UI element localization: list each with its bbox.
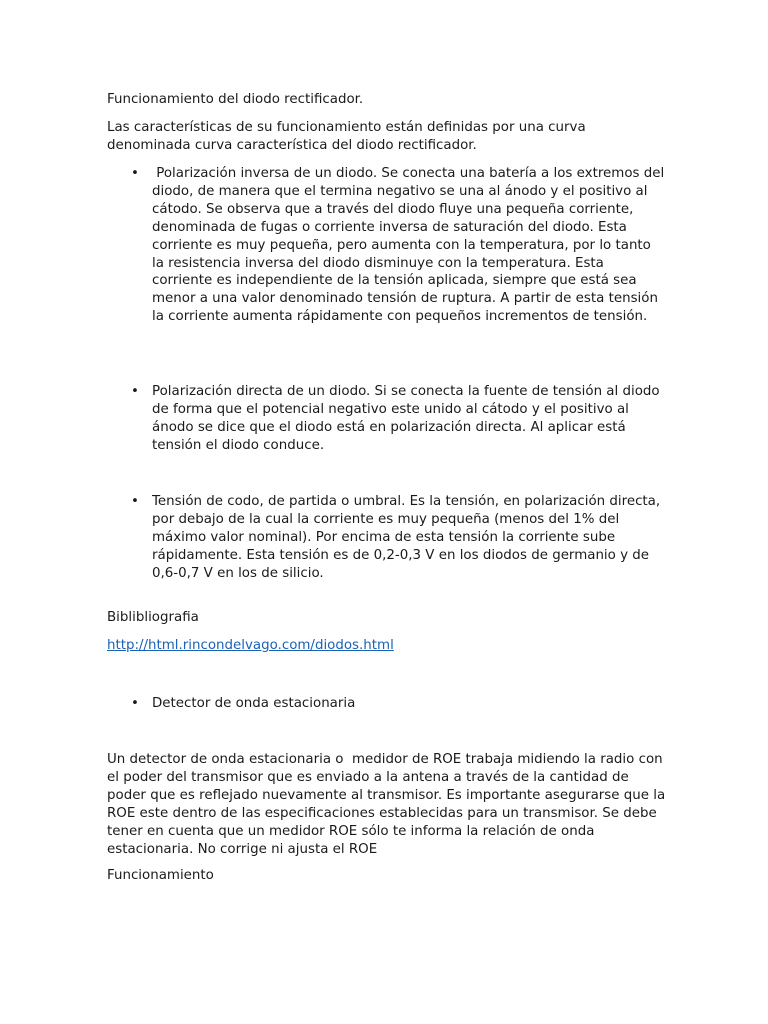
bullet-text: Polarización inversa de un diodo. Se conecta una batería a los extremos del diodo, de manera que el termina negativo se una al ánodo y el positivo al cátodo. Se observa que a través del diodo fluye una pequeña corriente, denominada de fugas o corriente inversa de saturación del diodo. Esta corriente es muy pequeña, pero aumenta con la temperatura, por lo tanto la resistencia inversa del diodo disminuye con la temperatura. Esta corriente es independiente de la tensión aplicada, siempre que está sea menor a una valor denominado tensión de ruptura. A partir de esta tensión la corriente aumenta rápidamente con pequeños incrementos de tensión. <box>152 166 669 325</box>
bullet-icon: • <box>131 166 139 181</box>
bullet-text: Polarización directa de un diodo. Si se conecta la fuente de tensión al diodo de forma que el potencial negativo este unido al cátodo y el positivo al ánodo se dice que el diodo está en polarización directa. Al aplicar está tensión el diodo conduce. <box>152 384 660 453</box>
bullet-icon: • <box>131 696 139 711</box>
bibliography-heading: Biblibliografia <box>107 610 199 625</box>
swr-paragraph: Un detector de onda estacionaria o medidor de ROE trabaja midiendo la radio con el poder del transmisor que es enviado a la antena a través de la cantidad de poder que es reflejado nuevamente al transmisor. Es importante asegurarse que la ROE este dentro de las especificaciones establecidas para un transmisor. Se debe tener en cuenta que un medidor ROE sólo te informa la relación de onda estacionaria. No corrige ni ajusta el ROE <box>107 752 670 857</box>
section-heading-funcionamiento: Funcionamiento <box>107 868 214 883</box>
bullet-icon: • <box>131 494 139 509</box>
bibliography-link[interactable]: http://html.rincondelvago.com/diodos.html <box>107 638 394 653</box>
bullet-text: Tensión de codo, de partida o umbral. Es la tensión, en polarización directa, por debajo de la cual la corriente es muy pequeña (menos del 1% del máximo valor nominal). Por encima de esta tensión la corriente sube rápidamente. Esta tensión es de 0,2-0,3 V en los diodos de germanio y de 0,6-0,7 V en los de silicio. <box>152 494 661 581</box>
bibliography-line <box>107 637 667 655</box>
intro-paragraph: Las características de su funcionamiento están definidas por una curva denominada curva característica del diodo rectificador. <box>107 120 586 153</box>
section-title: Funcionamiento del diodo rectificador. <box>107 92 364 107</box>
bullet-icon: • <box>131 384 139 399</box>
bullet-text: Detector de onda estacionaria <box>152 696 356 711</box>
